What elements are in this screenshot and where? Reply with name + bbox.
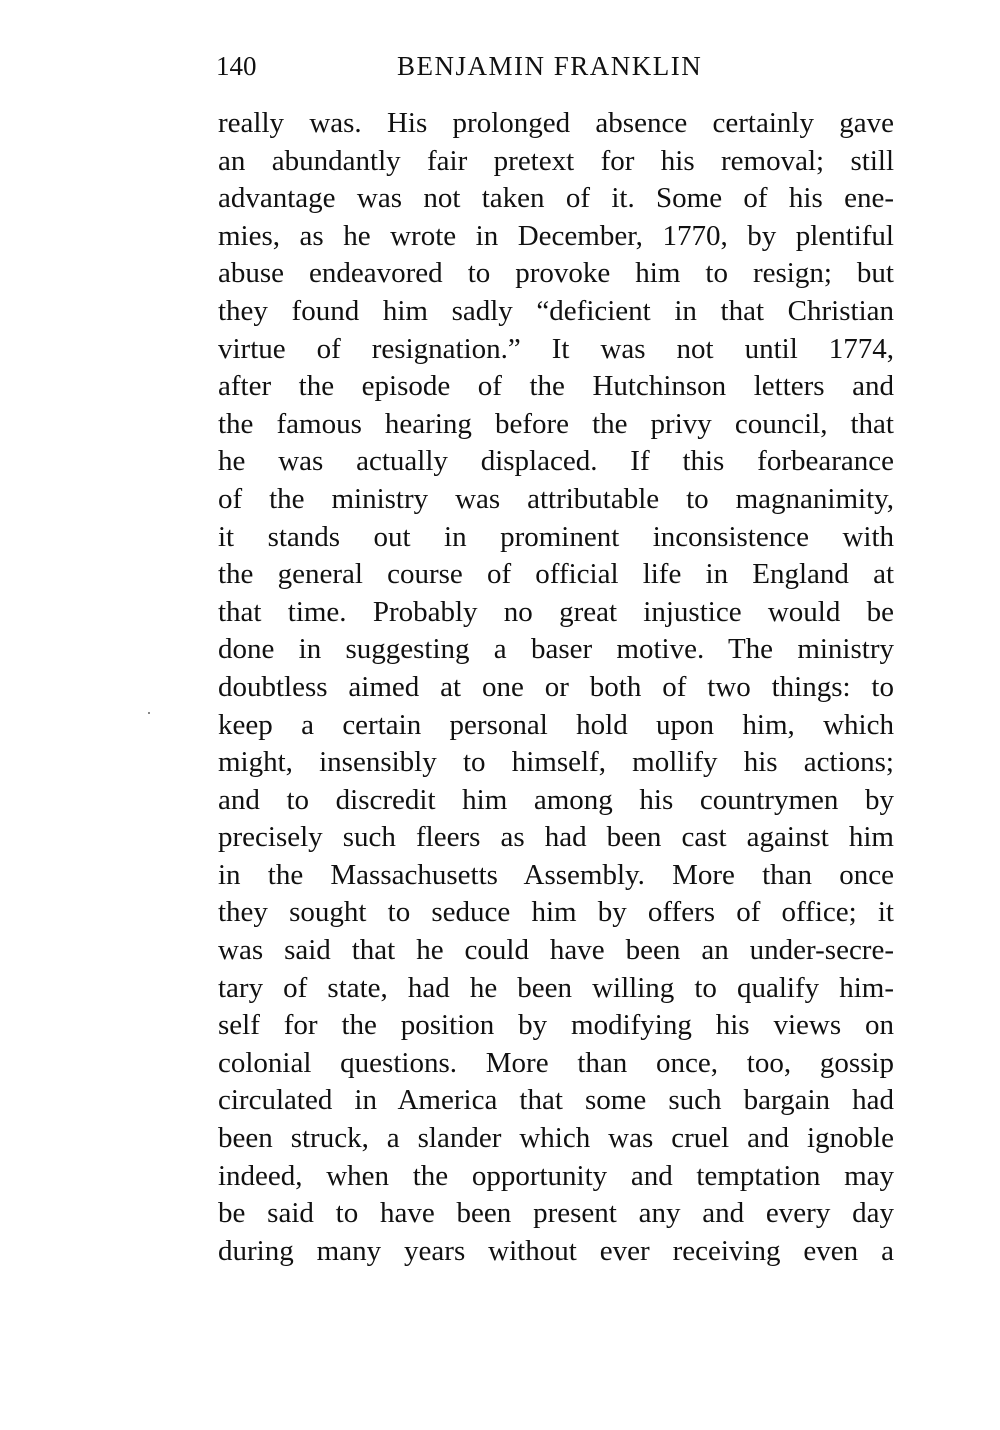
scan-speck	[148, 712, 150, 714]
text-line: been struck, a slander which was cruel and ignoble	[218, 1122, 894, 1155]
text-line: an abundantly fair pretext for his removal; still	[218, 144, 894, 177]
text-line: and to discredit him among his countrymen by	[218, 783, 894, 816]
text-line: might, insensibly to himself, mollify his actions;	[218, 746, 894, 779]
text-line: that time. Probably no great injustice would be	[218, 595, 894, 628]
running-head: BENJAMIN FRANKLIN	[397, 51, 703, 81]
text-line: colonial questions. More than once, too, gossip	[218, 1046, 894, 1079]
text-line: of the ministry was attributable to magnanimity,	[218, 482, 894, 515]
text-line: was said that he could have been an under-secre-	[218, 934, 894, 967]
body-text	[218, 105, 894, 1270]
text-line: abuse endeavored to provoke him to resign; but	[218, 257, 894, 290]
text-line: self for the position by modifying his views on	[218, 1009, 894, 1042]
text-line: he was actually displaced. If this forbearance	[218, 445, 894, 478]
text-line: indeed, when the opportunity and temptation may	[218, 1159, 894, 1192]
text-line: they found him sadly “deficient in that Christian	[218, 294, 894, 327]
text-line: after the episode of the Hutchinson letters and	[218, 370, 894, 403]
text-line: circulated in America that some such bargain had	[218, 1084, 894, 1117]
text-line: it stands out in prominent inconsistence with	[218, 520, 894, 553]
text-line: tary of state, had he been willing to qualify him-	[218, 971, 894, 1004]
text-line: done in suggesting a baser motive. The ministry	[218, 633, 894, 666]
text-line: in the Massachusetts Assembly. More than once	[218, 858, 894, 891]
text-line: during many years without ever receiving even a	[218, 1234, 894, 1267]
page-number: 140	[216, 51, 257, 81]
text-line: be said to have been present any and every day	[218, 1197, 894, 1230]
text-line: keep a certain personal hold upon him, which	[218, 708, 894, 741]
text-line: advantage was not taken of it. Some of his ene-	[218, 182, 894, 215]
text-line: virtue of resignation.” It was not until 1774,	[218, 332, 894, 365]
text-line: really was. His prolonged absence certainly gave	[218, 107, 894, 139]
text-line: they sought to seduce him by offers of office; it	[218, 896, 894, 929]
text-line: doubtless aimed at one or both of two things: to	[218, 670, 894, 703]
text-line: the general course of official life in England at	[218, 558, 894, 591]
text-line: mies, as he wrote in December, 1770, by plentiful	[218, 219, 894, 252]
text-line: the famous hearing before the privy council, that	[218, 407, 894, 440]
text-line: precisely such fleers as had been cast against him	[218, 821, 894, 854]
